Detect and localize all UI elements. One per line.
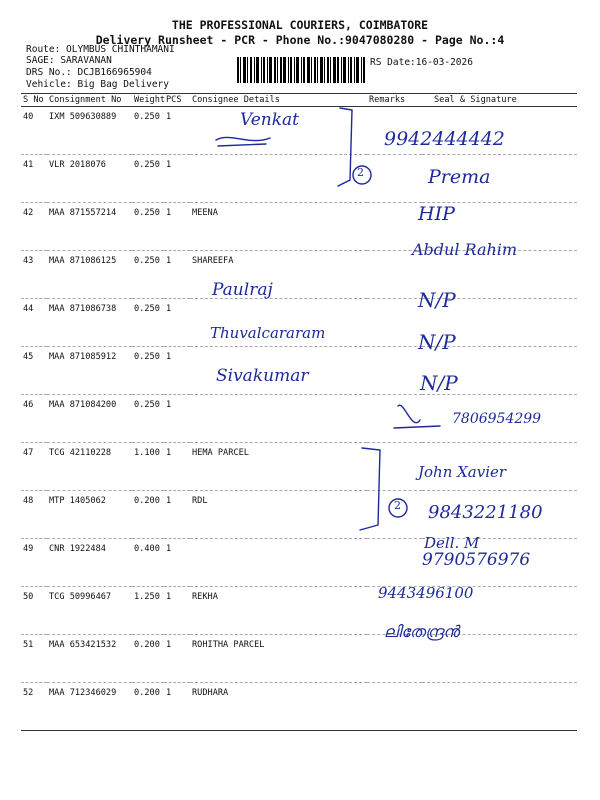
row-consignment: MTP 1405062 <box>47 491 132 539</box>
row-weight: 0.250 <box>132 347 164 395</box>
vehicle-line: Vehicle: Big Bag Delivery <box>26 79 169 90</box>
handwritten-paulraj: Paulraj <box>212 280 273 300</box>
row-pcs: 1 <box>164 347 190 395</box>
row-pcs: 1 <box>164 107 190 155</box>
drs-number: DRS No.: DCJB166965904 <box>26 67 152 78</box>
row-consignment: MAA 871085912 <box>47 347 132 395</box>
row-sno: 44 <box>21 299 47 347</box>
row-consignment: VLR 2018076 <box>47 155 132 203</box>
row-consignment: MAA 871084200 <box>47 395 132 443</box>
handwritten-abdul: Abdul Rahim <box>412 240 518 259</box>
row-weight: 1.250 <box>132 587 164 635</box>
col-remarks: Remarks <box>367 94 422 107</box>
row-weight: 0.250 <box>132 299 164 347</box>
row-pcs: 1 <box>164 155 190 203</box>
handwritten-phone-51: 9443496100 <box>378 584 474 602</box>
handwritten-hip: HIP <box>418 203 455 225</box>
row-consignee: ROHITHA PARCEL <box>190 635 367 683</box>
strikeout-scribble <box>216 137 270 146</box>
bracket-rows-40-41 <box>338 108 352 186</box>
row-sno: 43 <box>21 251 47 299</box>
handwritten-phone-49: 9843221180 <box>428 502 543 523</box>
row-sno: 52 <box>21 683 47 731</box>
handwritten-np-45: N/P <box>418 330 456 354</box>
runsheet-subtitle: Delivery Runsheet - PCR - Phone No.:9047080280 - Page No.:4 <box>95 33 505 47</box>
route-line: Route: OLYMBUS CHINTHAMANI <box>26 44 175 55</box>
row-sno: 48 <box>21 491 47 539</box>
handwritten-venkat: Venkat <box>240 110 299 130</box>
row-consignee: HEMA PARCEL <box>190 443 367 491</box>
row-weight: 0.250 <box>132 203 164 251</box>
row-weight: 0.250 <box>132 251 164 299</box>
row-weight: 0.400 <box>132 539 164 587</box>
row-sno: 50 <box>21 587 47 635</box>
row-consignment: MAA 871086738 <box>47 299 132 347</box>
handwritten-sivakumar: Sivakumar <box>216 366 309 386</box>
row-pcs: 1 <box>164 635 190 683</box>
row-consignee: REKHA <box>190 587 367 635</box>
handwritten-phone-47: 7806954299 <box>452 411 542 427</box>
row-pcs: 1 <box>164 203 190 251</box>
row-consignment: MAA 653421532 <box>47 635 132 683</box>
row-sno: 45 <box>21 347 47 395</box>
col-signature: Seal & Signature <box>422 94 577 107</box>
rs-date: RS Date:16-03-2026 <box>370 57 473 68</box>
row-weight: 0.200 <box>132 635 164 683</box>
row-weight: 0.250 <box>132 395 164 443</box>
handwritten-phone-1: 9942444442 <box>384 128 505 150</box>
handwritten-np-44: N/P <box>418 288 456 312</box>
company-title: THE PROFESSIONAL COURIERS, COIMBATORE <box>171 18 429 32</box>
row-weight: 0.250 <box>132 107 164 155</box>
row-pcs: 1 <box>164 251 190 299</box>
row-sno: 51 <box>21 635 47 683</box>
row-weight: 1.100 <box>132 443 164 491</box>
col-consignee: Consignee Details <box>190 94 367 107</box>
row-consignee: MEENA <box>190 203 367 251</box>
row-sno: 42 <box>21 203 47 251</box>
row-weight: 0.200 <box>132 683 164 731</box>
handwritten-prema: Prema <box>428 166 491 188</box>
row-pcs: 1 <box>164 443 190 491</box>
row-sno: 47 <box>21 443 47 491</box>
row-sno: 46 <box>21 395 47 443</box>
row-consignment: MAA 871086125 <box>47 251 132 299</box>
row-pcs: 1 <box>164 683 190 731</box>
row-weight: 0.200 <box>132 491 164 539</box>
row-sno: 49 <box>21 539 47 587</box>
row-consignment: CNR 1922484 <box>47 539 132 587</box>
col-consignment: Consignment No <box>47 94 132 107</box>
row-consignment: MAA 712346029 <box>47 683 132 731</box>
row-sno: 40 <box>21 107 47 155</box>
bracket-rows-48-49 <box>360 448 380 530</box>
row-consignment: MAA 871557214 <box>47 203 132 251</box>
handwritten-phone-50: 9790576976 <box>422 550 531 570</box>
handwritten-sign-52: ലിതേന്ദ്രൻ <box>384 622 460 641</box>
row-weight: 0.250 <box>132 155 164 203</box>
row-pcs: 1 <box>164 539 190 587</box>
handwritten-np-46: N/P <box>420 371 458 395</box>
handwritten-mark-2: 2 <box>394 499 401 512</box>
handwritten-john: John Xavier <box>418 463 507 481</box>
staff-line: SAGE: SARAVANAN <box>26 55 112 66</box>
row-consignee: RDL <box>190 491 367 539</box>
col-weight: Weight <box>134 95 166 105</box>
row-pcs: 1 <box>164 587 190 635</box>
handwritten-dell: Dell. M <box>424 534 480 552</box>
row-consignment: TCG 42110228 <box>47 443 132 491</box>
row-consignee: SHAREEFA <box>190 251 367 299</box>
col-sno: S No <box>21 94 47 107</box>
row-pcs: 1 <box>164 299 190 347</box>
row-sno: 41 <box>21 155 47 203</box>
row-consignment: IXM 509630889 <box>47 107 132 155</box>
scribble-47 <box>394 405 440 428</box>
handwritten-mark-1: 2 <box>357 166 364 179</box>
row-consignment: TCG 50996467 <box>47 587 132 635</box>
row-consignee: RUDHARA <box>190 683 367 731</box>
row-pcs: 1 <box>164 491 190 539</box>
col-pcs: PCS <box>164 94 190 107</box>
handwritten-thuvalcararam: Thuvalcararam <box>210 324 326 342</box>
row-pcs: 1 <box>164 395 190 443</box>
